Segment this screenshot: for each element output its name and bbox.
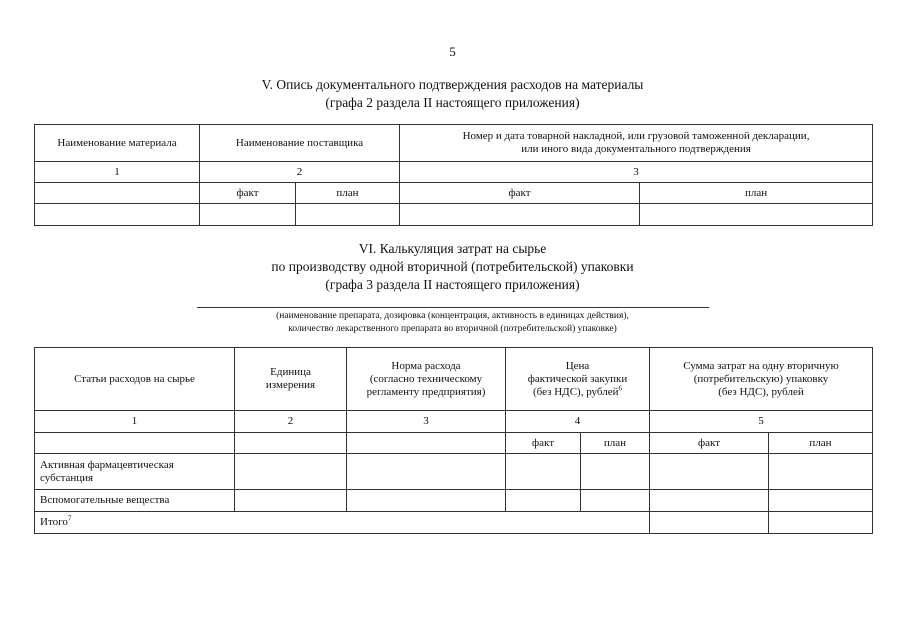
- table-cell: [200, 204, 296, 226]
- header-unit: [235, 348, 347, 411]
- row-label-total: [35, 512, 650, 534]
- header-price: [506, 348, 650, 411]
- header-price-line3: [509, 383, 646, 399]
- col-number-1: 1: [35, 162, 200, 183]
- header-items: Статьи расходов на сырье: [35, 348, 235, 411]
- section5-subtitle: (графа 2 раздела II настоящего приложения): [325, 95, 580, 110]
- table-cell: [400, 204, 640, 226]
- cost-calculation-table: [34, 347, 873, 534]
- header-unit-line2: измерения: [265, 379, 316, 391]
- header-norm-line1: Норма расхода: [391, 359, 461, 372]
- table-cell: [506, 454, 581, 490]
- table-cell: [769, 454, 873, 490]
- section5-title: V. Опись документального подтверждения расходов на материалы: [261, 77, 644, 92]
- header-price-line2: фактической закупки: [527, 372, 628, 385]
- table-cell: [506, 490, 581, 512]
- price-plan-label: план: [581, 433, 650, 454]
- caption-line2: количество лекарственного препарата во вторичной (потребительской) упаковке): [288, 324, 617, 334]
- header-price-line3-text: (без НДС), рублей: [533, 385, 619, 398]
- table-cell: [235, 490, 347, 512]
- table-cell: [581, 490, 650, 512]
- header-document: [400, 125, 873, 162]
- fill-in-line: [197, 307, 709, 308]
- header-material: Наименование материала: [35, 125, 200, 162]
- row-label-active-substance: [35, 454, 235, 490]
- header-supplier: Наименование поставщика: [200, 125, 400, 162]
- page-number: 5: [449, 44, 456, 59]
- sum-fact-label: факт: [650, 433, 769, 454]
- table-cell: [769, 512, 873, 534]
- header-norm-line2: (согласно техническому: [369, 372, 483, 385]
- preparation-caption: [0, 310, 905, 336]
- supplier-plan-label: план: [296, 183, 400, 204]
- header-norm-line3: регламенту предприятия): [366, 385, 486, 398]
- header-price-line1: Цена: [565, 359, 590, 372]
- footnote-7: 7: [67, 514, 72, 523]
- header-document-line1: Номер и дата товарной накладной, или грузовой таможенной декларации,: [462, 130, 810, 142]
- header-sum-line1: Сумма затрат на одну вторичную: [683, 359, 839, 372]
- document-fact-label: факт: [400, 183, 640, 204]
- col-number-2: 2: [235, 411, 347, 433]
- col-number-3: 3: [347, 411, 506, 433]
- row-label-active-line1: Активная фармацевтическая: [40, 458, 174, 471]
- document-plan-label: план: [640, 183, 873, 204]
- footnote-6: 6: [618, 383, 622, 392]
- col-number-4: 4: [506, 411, 650, 433]
- caption-line1: (наименование препарата, дозировка (концентрация, активность в единицах действия),: [276, 311, 629, 321]
- col-number-2: 2: [200, 162, 400, 183]
- table-cell: [650, 512, 769, 534]
- header-norm: [347, 348, 506, 411]
- table-cell: [640, 204, 873, 226]
- col-number-5: 5: [650, 411, 873, 433]
- price-fact-label: факт: [506, 433, 581, 454]
- empty-cell: [347, 433, 506, 454]
- table-cell: [347, 454, 506, 490]
- header-sum: [650, 348, 873, 411]
- materials-table: [34, 124, 873, 226]
- section6-subtitle: (графа 3 раздела II настоящего приложения): [325, 277, 580, 292]
- section6-title: VI. Калькуляция затрат на сырье: [358, 241, 547, 256]
- table-cell: [650, 490, 769, 512]
- supplier-fact-label: факт: [200, 183, 296, 204]
- header-unit-line1: Единица: [270, 366, 311, 378]
- table-cell: [35, 204, 200, 226]
- header-sum-line2: (потребительскую) упаковку: [693, 372, 829, 385]
- empty-cell: [35, 183, 200, 204]
- table-cell: [235, 454, 347, 490]
- col-number-1: 1: [35, 411, 235, 433]
- col-number-3: 3: [400, 162, 873, 183]
- table-cell: [296, 204, 400, 226]
- table-cell: [769, 490, 873, 512]
- table-cell: [347, 490, 506, 512]
- row-label-auxiliary: Вспомогательные вещества: [35, 490, 235, 512]
- sum-plan-label: план: [769, 433, 873, 454]
- header-document-line2: или иного вида документального подтверждения: [521, 143, 751, 155]
- header-sum-line3: (без НДС), рублей: [718, 385, 804, 398]
- table-cell: [650, 454, 769, 490]
- total-label: Итого: [40, 516, 68, 528]
- empty-cell: [235, 433, 347, 454]
- section6-title-line2: по производству одной вторичной (потребительской) упаковки: [271, 259, 634, 274]
- table-cell: [581, 454, 650, 490]
- row-label-active-line2: субстанция: [40, 471, 94, 484]
- empty-cell: [35, 433, 235, 454]
